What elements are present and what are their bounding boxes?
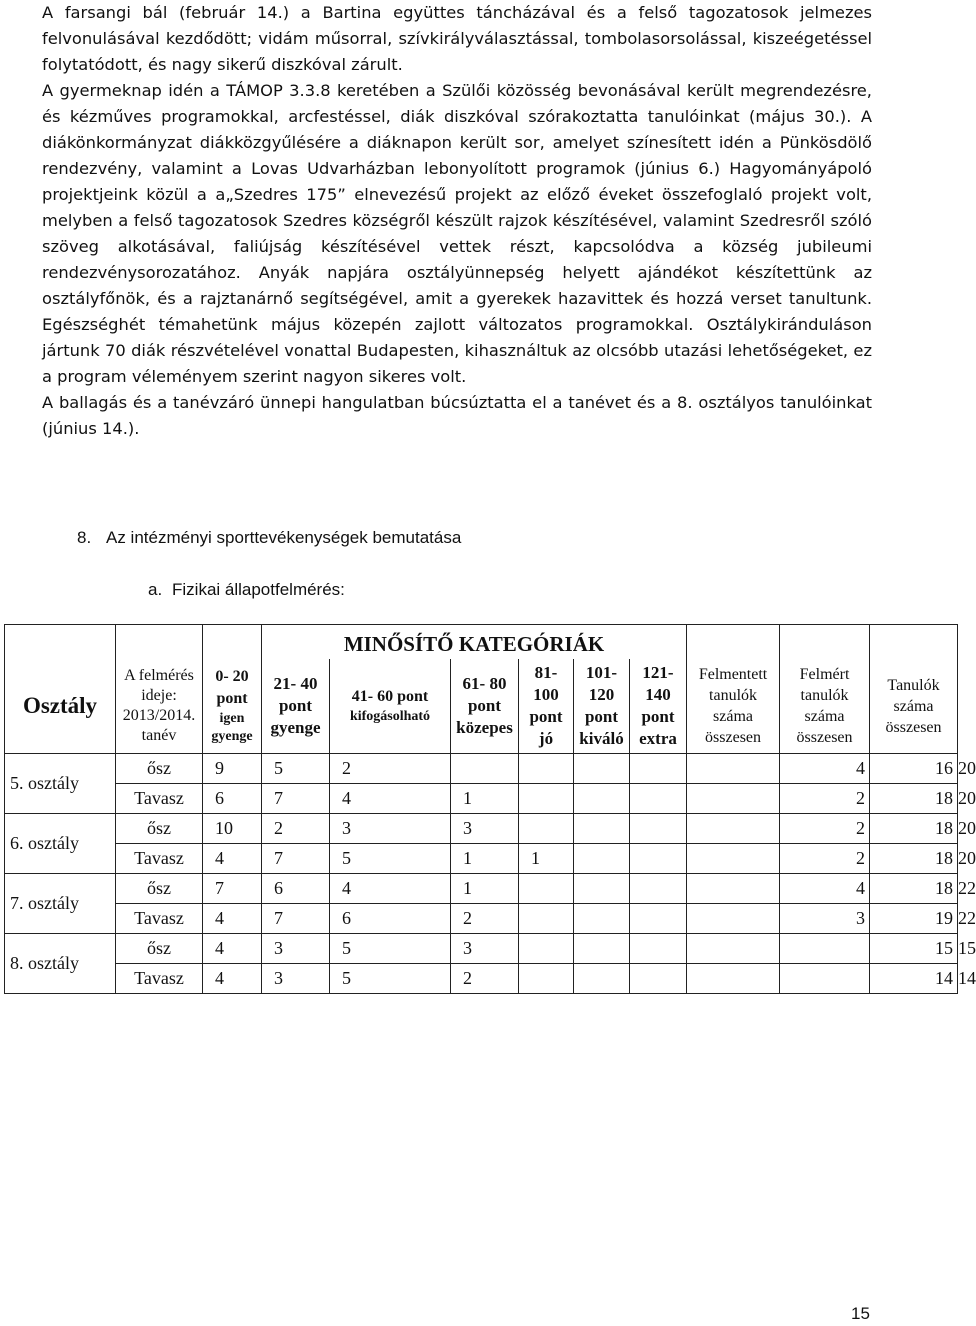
value-cell-felmert: 2 bbox=[780, 784, 870, 814]
value-cell-c7 bbox=[630, 964, 687, 994]
value-cell-felmert: 3 bbox=[780, 904, 870, 934]
header-line: 140 bbox=[645, 685, 671, 704]
value-cell-c4: 1 bbox=[451, 874, 519, 904]
header-tanulok bbox=[870, 659, 958, 754]
value-cell-c5 bbox=[519, 754, 574, 784]
table-row: Tavasz 6 7 4 1 2 18 20 bbox=[5, 784, 958, 814]
paragraph-gyermeknap: A gyermeknap idén a TÁMOP 3.3.8 keretében a Szülői közösség bevonásával került megrendezésre, és kézműves programokkal, arcfestéssel, diák diszkóval szórakoztatta tanulóinkat (május 30.). A diákönkormányzat diákközgyűlésére a diáknapon került sor, amelyet színesített idén a Pünkösdölő rendezvény, valamint a Lovas Udvarházban lebonyolított programok (június 6.) Hagyományápoló projektjeink közül a a„Szedres 175” elnevezésű projekt az előző éveket összefoglaló projekt volt, melyben a felső tagozatosok Szedres községről készült rajzok készítésével, valamint Szedresről szóló szöveg alkotásával, faliújság készítésével vettek részt, kapcsolódva a község jubileumi rendezvénysorozatához. Anyák napjára osztályünnepség helyett ajándékot készítettünk az osztályfőnök, és a rajztanárnő segítségével, amit a gyerekek hazavittek és hozzá verset tanultunk. Egészséghét témahetünk május közepén zajlott változatos programokkal. Osztálykiránduláson jártunk 70 diák részvételével vonattal Budapesten, kihasználtuk az olcsóbb utazási lehetőségeket, ez a program véleményem szerint nagyon sikeres volt. bbox=[42, 81, 872, 386]
header-line: A felmérés bbox=[124, 667, 194, 684]
season-cell: Tavasz bbox=[116, 844, 203, 874]
table-row: Tavasz 4 7 5 1 1 2 18 20 bbox=[5, 844, 958, 874]
class-cell: 7. osztály bbox=[5, 874, 116, 934]
season-cell: ősz bbox=[116, 814, 203, 844]
value-cell-c4: 3 bbox=[451, 934, 519, 964]
header-line: Tanulók bbox=[887, 676, 940, 694]
header-line: 101- bbox=[585, 663, 618, 682]
value-cell-c6 bbox=[574, 874, 630, 904]
value-cell-c5 bbox=[519, 784, 574, 814]
header-cat-81-100 bbox=[519, 659, 574, 754]
header-line: ideje: bbox=[141, 687, 177, 704]
category-title: MINŐSÍTŐ KATEGÓRIÁK bbox=[262, 625, 687, 660]
paragraph-ballagas: A ballagás és a tanévzáró ünnepi hangulatban búcsúztatta el a tanévet és a 8. osztályos tanulóinkat (június 14.). bbox=[42, 393, 872, 438]
value-cell-felmert: 2 bbox=[780, 844, 870, 874]
value-cell-felmentett bbox=[687, 754, 780, 784]
value-cell-c6 bbox=[574, 844, 630, 874]
value-cell-c4: 2 bbox=[451, 904, 519, 934]
value-cell-c3: 5 bbox=[330, 934, 451, 964]
class-cell: 8. osztály bbox=[5, 934, 116, 994]
value-cell-c1: 4 bbox=[203, 964, 262, 994]
value-cell-c3: 3 bbox=[330, 814, 451, 844]
section-heading bbox=[77, 528, 461, 548]
header-line: gyenge bbox=[211, 729, 253, 744]
value-cell-c3: 4 bbox=[330, 874, 451, 904]
value-cell-felmert bbox=[780, 964, 870, 994]
value-cell-c5 bbox=[519, 874, 574, 904]
value-cell-c7 bbox=[630, 784, 687, 814]
value-cell-c1: 4 bbox=[203, 904, 262, 934]
header-line: pont bbox=[216, 690, 248, 707]
value-cell-c5 bbox=[519, 964, 574, 994]
header-cat-121-140 bbox=[630, 659, 687, 754]
value-cell-c7 bbox=[630, 934, 687, 964]
header-line: tanulók bbox=[709, 687, 758, 704]
value-cell-c3: 5 bbox=[330, 844, 451, 874]
header-line: Felmentett bbox=[698, 666, 768, 683]
value-cell-felmentett bbox=[687, 814, 780, 844]
value-cell-c5 bbox=[519, 904, 574, 934]
table-header-row bbox=[5, 659, 958, 754]
value-cell-total-measured: 19 bbox=[870, 904, 958, 934]
value-cell-total-measured: 18 bbox=[870, 784, 958, 814]
value-cell-felmert: 4 bbox=[780, 754, 870, 784]
table-row: Tavasz 4 3 5 2 14 14 bbox=[5, 964, 958, 994]
table-category-row bbox=[5, 625, 958, 660]
subsection-heading bbox=[148, 580, 345, 600]
value-cell-c5: 1 bbox=[519, 844, 574, 874]
value-cell-c2: 5 bbox=[262, 754, 330, 784]
value-cell-felmentett bbox=[687, 964, 780, 994]
header-line: 121- bbox=[642, 663, 674, 682]
value-cell-c7 bbox=[630, 844, 687, 874]
value-cell-felmentett bbox=[687, 844, 780, 874]
header-line: tanulók bbox=[800, 687, 849, 704]
header-cat-101-120 bbox=[574, 659, 630, 754]
header-line: száma bbox=[713, 708, 754, 725]
value-cell-felmentett bbox=[687, 934, 780, 964]
value-cell-total-measured: 15 bbox=[870, 934, 958, 964]
value-cell-c2: 3 bbox=[262, 964, 330, 994]
section-title: Az intézményi sporttevékenységek bemutatása bbox=[106, 528, 462, 547]
header-felmentett bbox=[687, 659, 780, 754]
header-osztaly: Osztály bbox=[5, 659, 116, 754]
value-cell-c2: 2 bbox=[262, 814, 330, 844]
header-line: száma bbox=[893, 697, 934, 715]
value-cell-c6 bbox=[574, 754, 630, 784]
season-cell: ősz bbox=[116, 874, 203, 904]
value-cell-c1: 4 bbox=[203, 934, 262, 964]
value-cell-c1: 6 bbox=[203, 784, 262, 814]
value-cell-c7 bbox=[630, 814, 687, 844]
header-line: gyenge bbox=[270, 718, 321, 737]
value-cell-c4: 1 bbox=[451, 784, 519, 814]
value-cell-c4: 3 bbox=[451, 814, 519, 844]
section-number: 8. bbox=[77, 528, 92, 547]
header-line: 100 bbox=[533, 685, 559, 704]
header-line: 0- 20 bbox=[215, 668, 249, 685]
value-cell-c2: 7 bbox=[262, 844, 330, 874]
header-line: száma bbox=[804, 708, 845, 725]
value-cell-total-measured: 18 bbox=[870, 874, 958, 904]
header-line: jó bbox=[538, 729, 554, 748]
value-cell-felmert: 2 bbox=[780, 814, 870, 844]
header-line: extra bbox=[639, 729, 677, 748]
header-cat-0-20 bbox=[203, 659, 262, 754]
header-line: kifogásolható bbox=[349, 709, 431, 724]
header-line: 2013/2014. bbox=[122, 707, 196, 724]
body-text bbox=[42, 0, 872, 442]
header-line: kiváló bbox=[579, 729, 624, 748]
season-cell: ősz bbox=[116, 754, 203, 784]
value-cell-c1: 7 bbox=[203, 874, 262, 904]
value-cell-c5 bbox=[519, 934, 574, 964]
subsection-title: Fizikai állapotfelmérés: bbox=[172, 580, 345, 599]
value-cell-felmentett bbox=[687, 874, 780, 904]
header-line: Felmért bbox=[799, 666, 850, 683]
value-cell-c7 bbox=[630, 754, 687, 784]
value-cell-c3: 2 bbox=[330, 754, 451, 784]
header-line: 120 bbox=[588, 685, 615, 704]
header-line: 81- bbox=[534, 663, 558, 682]
page-number: 15 bbox=[851, 1304, 870, 1323]
table-row: 5. osztály ősz 9 5 2 4 16 20 bbox=[5, 754, 958, 784]
season-cell: Tavasz bbox=[116, 784, 203, 814]
table-row: Tavasz 4 7 6 2 3 19 22 bbox=[5, 904, 958, 934]
header-line: összesen bbox=[796, 729, 853, 746]
value-cell-c6 bbox=[574, 814, 630, 844]
class-cell: 6. osztály bbox=[5, 814, 116, 874]
header-line: pont bbox=[278, 696, 313, 715]
value-cell-c1: 9 bbox=[203, 754, 262, 784]
header-cat-21-40 bbox=[262, 659, 330, 754]
header-cat-41-60 bbox=[330, 659, 451, 754]
value-cell-c3: 4 bbox=[330, 784, 451, 814]
table-row: 7. osztály ősz 7 6 4 1 4 18 22 bbox=[5, 874, 958, 904]
value-cell-total-measured: 14 bbox=[870, 964, 958, 994]
header-line: pont bbox=[641, 707, 675, 726]
value-cell-c6 bbox=[574, 934, 630, 964]
header-line: pont bbox=[467, 696, 502, 715]
paragraph-farsang: A farsangi bál (február 14.) a Bartina együttes táncházával és a felső tagozatosok jelmezes felvonulásával kezdődött; vidám műsorral, szívkirályválasztással, tombolasorsolással, kiszeégetéssel folytatódott, és nagy sikerű diszkóval zárult. bbox=[42, 3, 872, 74]
value-cell-c3: 6 bbox=[330, 904, 451, 934]
value-cell-total-measured: 18 bbox=[870, 844, 958, 874]
header-line: összesen bbox=[705, 729, 762, 746]
header-line: pont bbox=[529, 707, 563, 726]
value-cell-c2: 3 bbox=[262, 934, 330, 964]
header-line: 21- 40 bbox=[273, 674, 318, 693]
season-cell: ősz bbox=[116, 934, 203, 964]
value-cell-felmert bbox=[780, 934, 870, 964]
value-cell-c2: 7 bbox=[262, 784, 330, 814]
fitness-table bbox=[4, 624, 976, 994]
value-cell-c5 bbox=[519, 814, 574, 844]
value-cell-c1: 10 bbox=[203, 814, 262, 844]
value-cell-c7 bbox=[630, 904, 687, 934]
header-line: pont bbox=[584, 707, 619, 726]
value-cell-total-measured: 16 bbox=[870, 754, 958, 784]
header-line: igen bbox=[219, 711, 245, 726]
value-cell-c1: 4 bbox=[203, 844, 262, 874]
class-cell: 5. osztály bbox=[5, 754, 116, 814]
header-ideje bbox=[116, 659, 203, 754]
value-cell-c4 bbox=[451, 754, 519, 784]
value-cell-felmentett bbox=[687, 784, 780, 814]
header-line: 61- 80 bbox=[462, 674, 507, 693]
subsection-letter: a. bbox=[148, 580, 163, 599]
season-cell: Tavasz bbox=[116, 904, 203, 934]
header-line: összesen bbox=[885, 718, 942, 736]
value-cell-total-measured: 18 bbox=[870, 814, 958, 844]
table-row: 6. osztály ősz 10 2 3 3 2 18 20 bbox=[5, 814, 958, 844]
value-cell-c6 bbox=[574, 964, 630, 994]
header-cat-61-80 bbox=[451, 659, 519, 754]
value-cell-c6 bbox=[574, 784, 630, 814]
table-row: 8. osztály ősz 4 3 5 3 15 15 bbox=[5, 934, 958, 964]
header-line: 41- 60 pont bbox=[351, 688, 429, 705]
value-cell-c7 bbox=[630, 874, 687, 904]
header-line: tanév bbox=[141, 727, 177, 744]
value-cell-c4: 2 bbox=[451, 964, 519, 994]
value-cell-c6 bbox=[574, 904, 630, 934]
header-felmert bbox=[780, 659, 870, 754]
value-cell-c3: 5 bbox=[330, 964, 451, 994]
value-cell-c2: 7 bbox=[262, 904, 330, 934]
value-cell-c4: 1 bbox=[451, 844, 519, 874]
season-cell: Tavasz bbox=[116, 964, 203, 994]
header-line: közepes bbox=[456, 718, 513, 737]
value-cell-felmentett bbox=[687, 904, 780, 934]
value-cell-c2: 6 bbox=[262, 874, 330, 904]
value-cell-felmert: 4 bbox=[780, 874, 870, 904]
table-body bbox=[5, 754, 976, 994]
